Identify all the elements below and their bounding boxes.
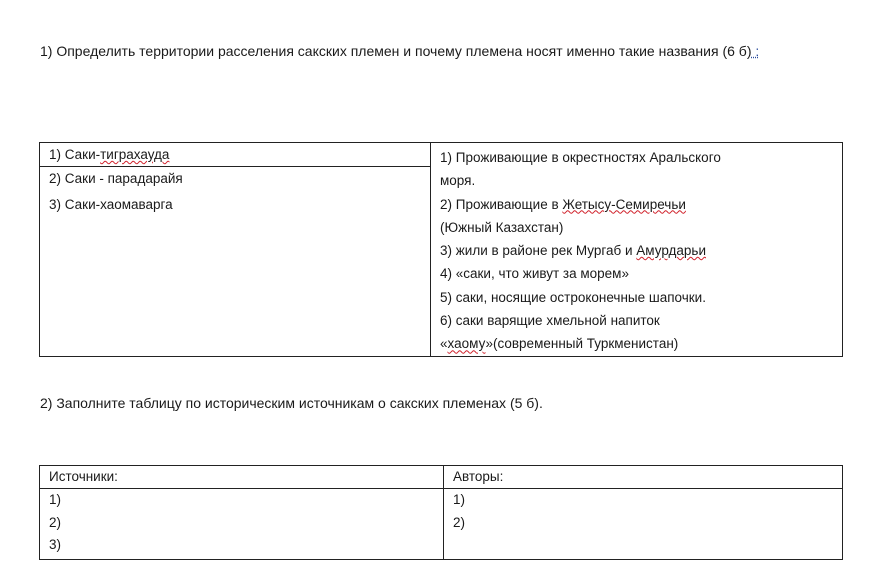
tribes-column [40,143,431,357]
tribe-prefix: 2) Саки - парадарайя [49,171,183,186]
tribe-row [40,166,430,190]
question-1 [40,40,820,62]
tribe-row [40,143,430,166]
tribe-prefix: 1) Саки- [49,147,101,162]
descriptions-column [431,143,843,357]
authors-header: Авторы: [444,466,843,489]
tribes-table [39,142,843,357]
source-item: 1) [49,492,62,507]
question-1-suffix: : [751,43,760,59]
description-line: 6) саки варящие хмельной напиток [440,313,660,329]
question-1-text: 1) Определить территории расселения сакских племен и почему племена носят именно такие названия (6 б) [40,43,752,59]
source-item: 2) [49,514,62,530]
question-2-text: 2) Заполните таблицу по историческим источникам о сакских племенах (5 б). [40,395,543,411]
sources-cell[interactable] [40,489,444,560]
sources-header: Источники: [40,466,444,489]
tribe-prefix: 3) Саки-хаомаварга [49,197,173,212]
author-item: 1) [453,492,466,507]
description-line: 1) Проживающие в окрестностях Аральского [440,150,721,165]
description-line: (Южный Казахстан) [440,219,564,235]
description-line: 5) саки, носящие остроконечные шапочки. [440,289,706,305]
sources-table [39,465,843,560]
description-line: 4) «саки, что живут за морем» [440,266,629,282]
question-2 [40,392,543,414]
description-line: моря. [440,173,476,189]
source-item: 3) [49,537,62,552]
tribe-row [40,193,430,216]
tribe-name: тиграхауда [100,147,170,162]
description-line: 3) жили в районе рек Мургаб и Амурдарьи [440,243,706,259]
authors-cell[interactable] [444,489,843,560]
description-line: 2) Проживающие в Жетысу-Семиречьи [440,196,686,212]
author-item: 2) [453,514,466,530]
description-line: «хаому»(современный Туркменистан) [440,336,679,352]
